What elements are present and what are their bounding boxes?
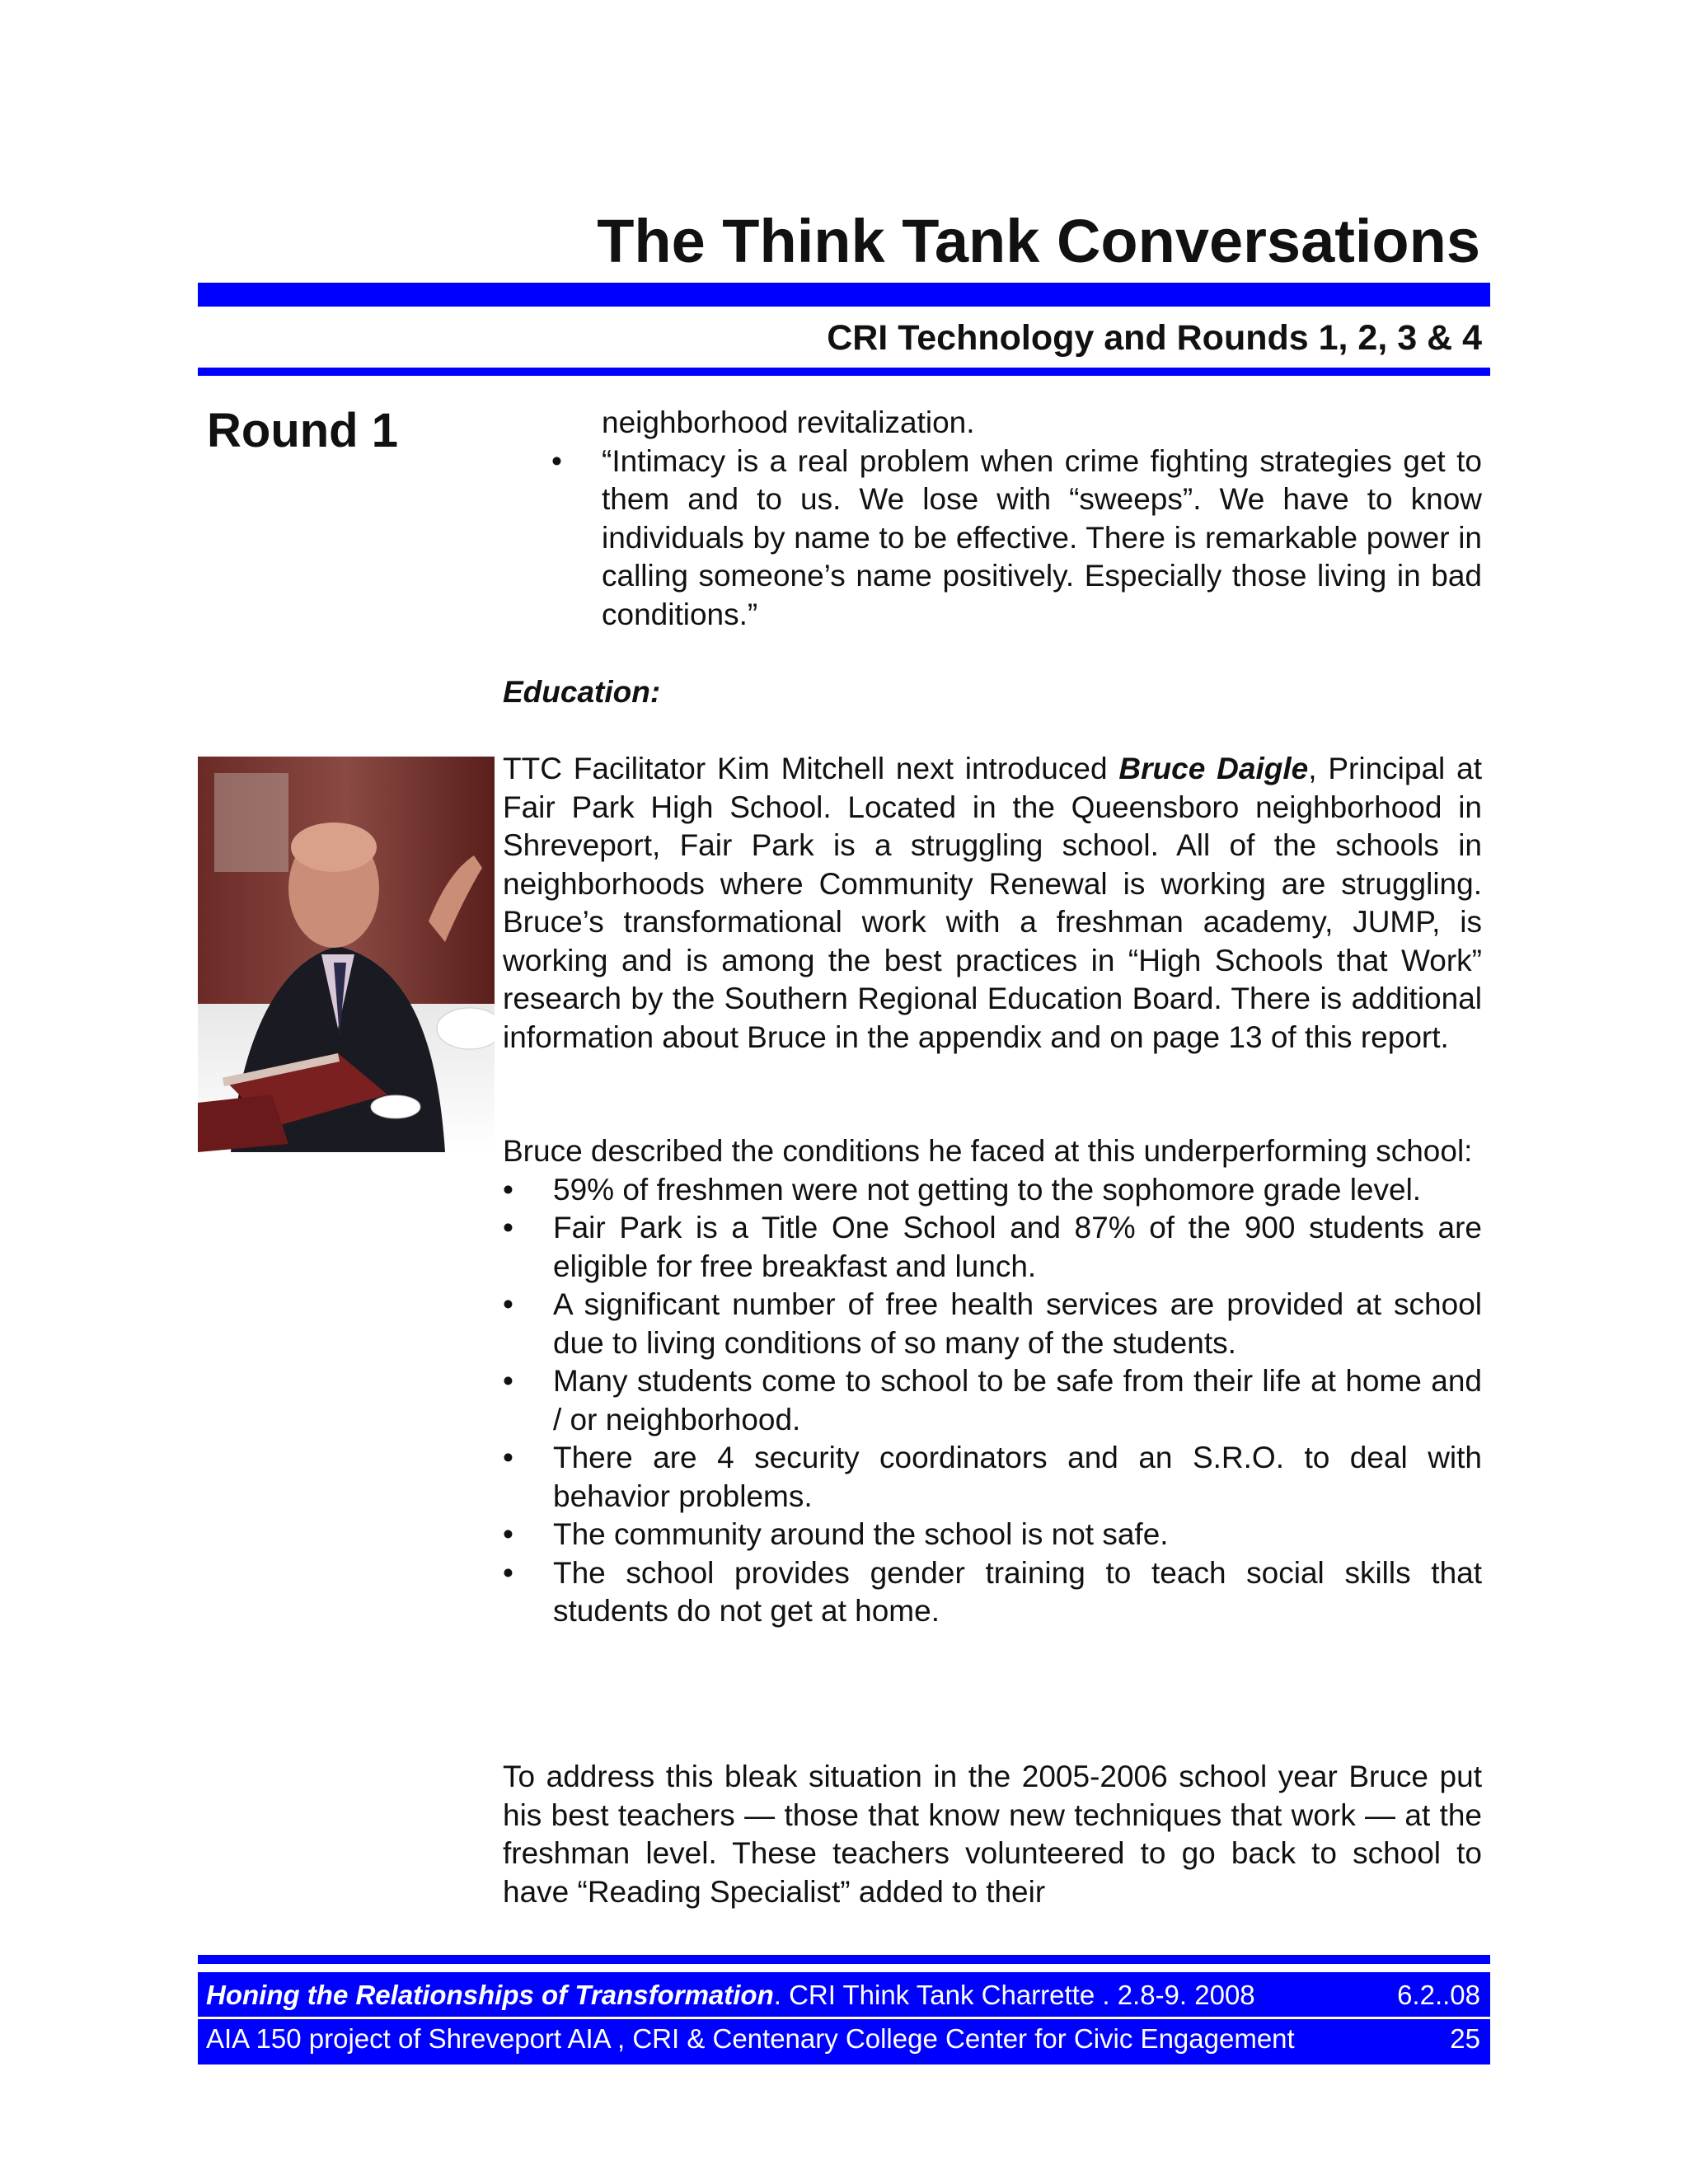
- condition-text: 59% of freshmen were not getting to the sophomore grade level.: [553, 1172, 1422, 1207]
- condition-item: [503, 1171, 1482, 1210]
- response-block: [503, 1758, 1482, 1911]
- intro-text-rest: , Principal at Fair Park High School. Located in the Queensboro neighborhood in Shreveport, Fair Park is a struggling school. All of the schools in neighborhoods where Community Renewal is working are struggling. Bruce’s transformational work with a freshman academy, JUMP, is working and is among the best practices in “High Schools that Work” research by the Southern Regional Education Board. There is additional information about Bruce in the appendix and on page 13 of this report.: [503, 752, 1483, 1054]
- condition-text: There are 4 security coordinators and an S.R.O. to deal with behavior problems.: [553, 1441, 1482, 1513]
- subtitle-rule: [198, 368, 1490, 376]
- response-text: To address this bleak situation in the 2005-2006 school year Bruce put his best teachers — those that know new techniques that work — at the freshman level. These teachers volunteered to go back to school to have “Reading Specialist” added to their: [503, 1760, 1482, 1909]
- footer-report-title: Honing the Relationships of Transformation: [206, 1980, 774, 2010]
- intro-quote: “Intimacy is a real problem when crime fighting strategies get to them and to us. We lose with “sweeps”. We have to know individuals by name to be effective. There is remarkable power in calling someone’s name positively. Especially those living in bad conditions.”: [602, 443, 1482, 631]
- intro-continuation: neighborhood revitalization.: [602, 405, 975, 439]
- page-subtitle: CRI Technology and Rounds 1, 2, 3 & 4: [827, 318, 1482, 358]
- bullet-icon: •: [503, 1364, 513, 1398]
- education-intro: [503, 750, 1482, 1057]
- conditions-block: [503, 1132, 1482, 1631]
- bullet-icon: •: [503, 1287, 513, 1321]
- footer-rule: [198, 1955, 1490, 1964]
- page-footer: [198, 1972, 1490, 2064]
- education-heading: Education:: [503, 675, 661, 709]
- bullet-icon: •: [503, 1172, 513, 1207]
- intro-text-start: TTC Facilitator Kim Mitchell next introduced: [503, 752, 1119, 785]
- footer-project: AIA 150 project of Shreveport AIA , CRI & Centenary College Center for Civic Engagement: [206, 2023, 1295, 2054]
- bullet-icon: •: [503, 1211, 513, 1244]
- bullet-icon: •: [503, 1441, 513, 1474]
- condition-text: Many students come to school to be safe from their life at home and / or neighborhood.: [553, 1364, 1482, 1436]
- condition-text: A significant number of free health services are provided at school due to living conditions of so many of the students.: [553, 1287, 1482, 1360]
- footer-line-1: [206, 1974, 1480, 2017]
- speaker-name: Bruce Daigle: [1118, 752, 1309, 785]
- condition-item: [503, 1362, 1482, 1439]
- page-number: 25: [1450, 2023, 1480, 2054]
- intro-block: [551, 404, 1482, 634]
- title-rule: [198, 283, 1490, 307]
- bullet-icon: •: [503, 1555, 513, 1590]
- footer-event: . CRI Think Tank Charrette . 2.8-9. 2008: [773, 1980, 1255, 2010]
- page-title: The Think Tank Conversations: [597, 207, 1480, 275]
- condition-item: [503, 1516, 1482, 1554]
- footer-date: 6.2..08: [1397, 1980, 1480, 2010]
- condition-text: Fair Park is a Title One School and 87% of the 900 students are eligible for free breakfast and lunch.: [553, 1211, 1482, 1283]
- education-intro-text: [503, 750, 1482, 1057]
- round-heading: Round 1: [207, 404, 398, 457]
- conditions-intro: Bruce described the conditions he faced at this underperforming school:: [503, 1134, 1473, 1168]
- condition-item: [503, 1554, 1482, 1631]
- condition-text: The community around the school is not safe.: [553, 1517, 1169, 1551]
- bullet-icon: •: [551, 443, 562, 478]
- intro-quote-bullet: [551, 443, 1482, 635]
- footer-line-2: [206, 2018, 1480, 2060]
- condition-item: [503, 1439, 1482, 1516]
- condition-text: The school provides gender training to teach social skills that students do not get at home.: [553, 1555, 1482, 1628]
- bullet-icon: •: [503, 1517, 513, 1551]
- condition-item: [503, 1209, 1482, 1286]
- speaker-photo: [198, 757, 495, 1152]
- condition-item: [503, 1286, 1482, 1362]
